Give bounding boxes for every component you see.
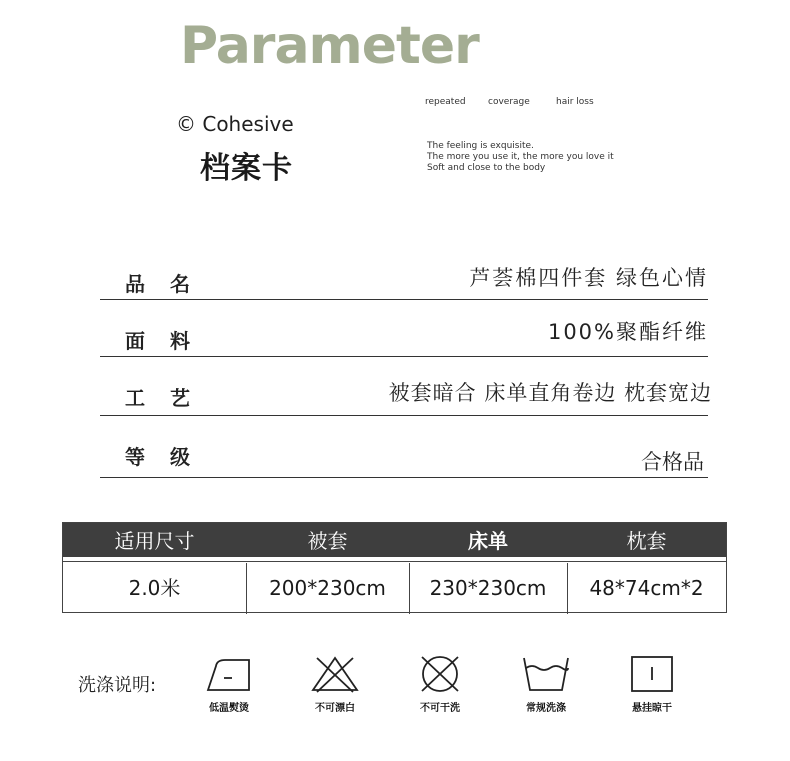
param-value-grade: 合格品 xyxy=(641,450,704,474)
param-label-name: 品名 xyxy=(125,272,215,296)
table-header-cell: 床单 xyxy=(468,529,508,553)
keyword-hair-loss: hair loss xyxy=(556,97,594,107)
table-header-cell: 枕套 xyxy=(626,529,667,553)
wash-item-label: 悬挂晾干 xyxy=(632,703,672,714)
wash-item-label: 不可干洗 xyxy=(420,703,460,714)
table-cell: 48*74cm*2 xyxy=(589,576,704,600)
no-bleach-icon xyxy=(309,654,361,694)
divider xyxy=(100,477,708,478)
wash-item xyxy=(189,654,269,714)
normal-wash-icon xyxy=(520,654,572,694)
divider xyxy=(100,356,708,357)
slogan-line: The feeling is exquisite. xyxy=(427,141,534,151)
param-label-craft: 工艺 xyxy=(125,386,215,410)
table-divider xyxy=(63,561,726,562)
slogan-line: The more you use it, the more you love it xyxy=(427,152,614,162)
wash-item xyxy=(506,654,586,714)
line-dry-icon xyxy=(626,654,678,694)
wash-item-label: 常规洗涤 xyxy=(526,703,566,714)
param-value-name: 芦荟棉四件套 绿色心情 xyxy=(469,266,708,290)
page-title: Parameter xyxy=(180,16,479,76)
table-header-cell: 被套 xyxy=(307,529,348,553)
divider xyxy=(100,299,708,300)
table-cell: 230*230cm xyxy=(429,576,547,600)
table-header-cell: 适用尺寸 xyxy=(114,529,195,553)
param-value-craft: 被套暗合 床单直角卷边 枕套宽边 xyxy=(388,381,712,405)
wash-item-label: 不可漂白 xyxy=(315,703,355,714)
brand-name: © Cohesive xyxy=(176,112,294,136)
no-dry-clean-icon xyxy=(414,654,466,694)
table-cell: 200*230cm xyxy=(269,576,386,600)
divider xyxy=(100,415,708,416)
wash-item xyxy=(295,654,375,714)
card-title: 档案卡 xyxy=(200,151,293,186)
size-table xyxy=(62,522,727,613)
keyword-coverage: coverage xyxy=(488,97,530,107)
param-label-grade: 等级 xyxy=(125,445,215,469)
wash-item xyxy=(612,654,692,714)
wash-item-label: 低温熨烫 xyxy=(209,703,249,714)
wash-item xyxy=(400,654,480,714)
param-value-fabric: 100%聚酯纤维 xyxy=(547,320,708,344)
param-label-fabric: 面料 xyxy=(125,329,215,353)
wash-label: 洗涤说明: xyxy=(78,675,157,696)
slogan-line: Soft and close to the body xyxy=(427,163,546,173)
keyword-repeated: repeated xyxy=(425,97,466,107)
table-cell: 2.0米 xyxy=(128,576,181,600)
low-temp-iron-icon xyxy=(203,654,255,694)
